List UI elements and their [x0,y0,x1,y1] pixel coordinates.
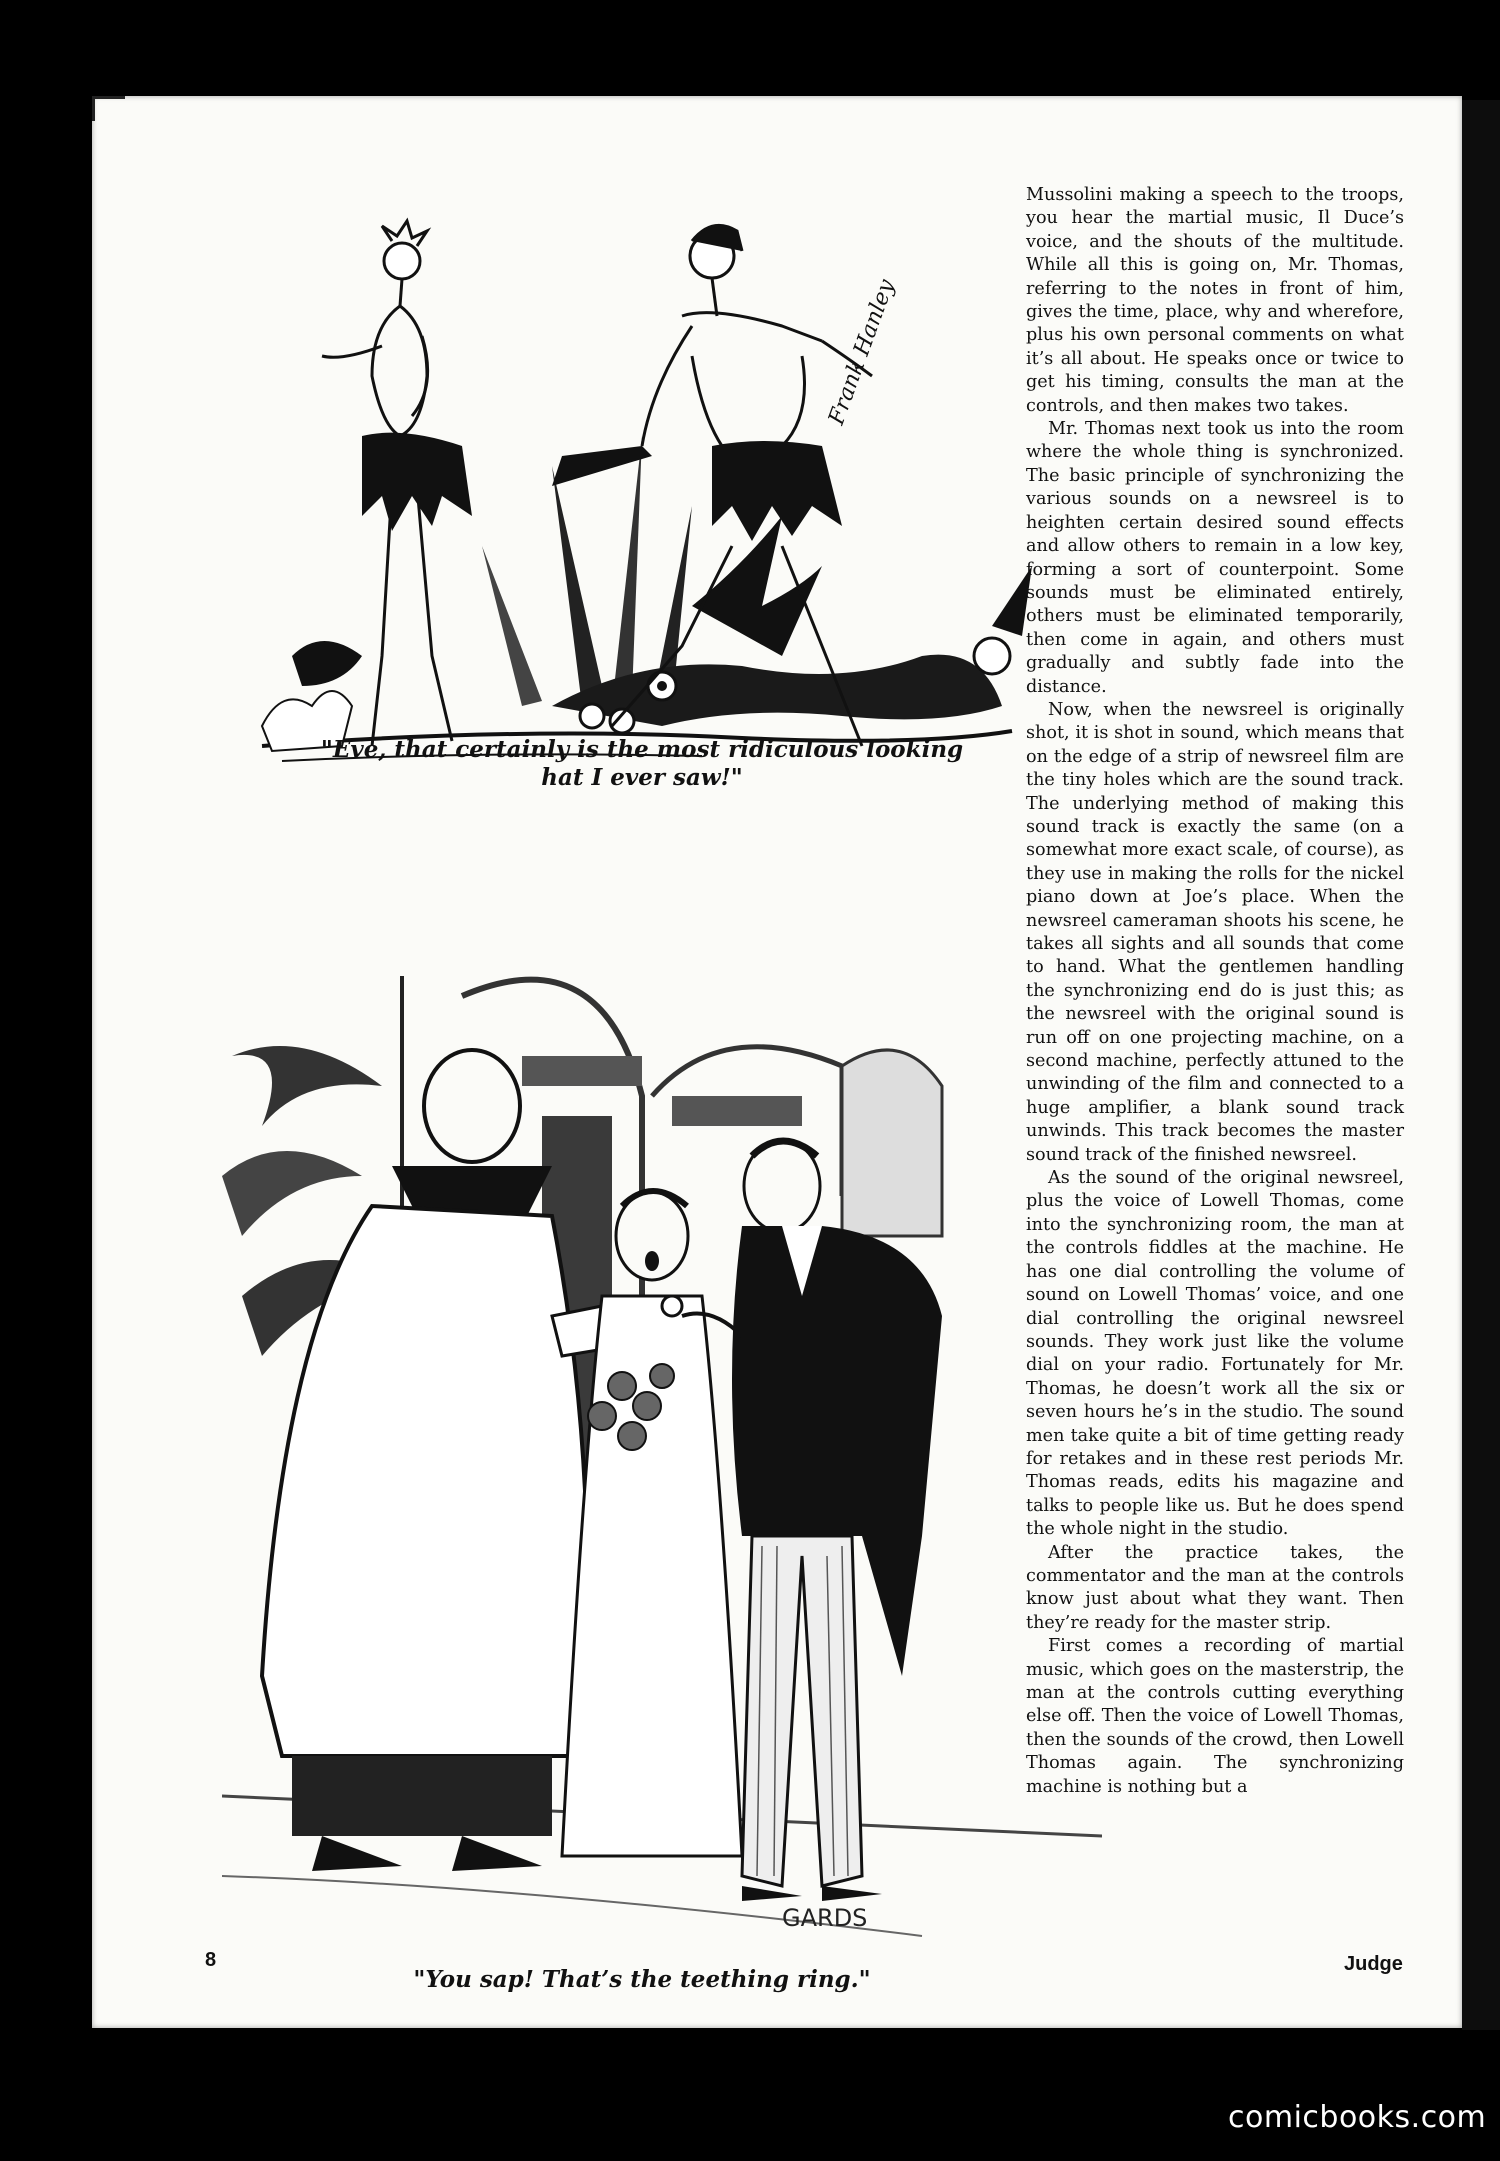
magazine-page [92,96,1462,2028]
article-paragraph: As the sound of the original newsreel, plus the voice of Lowell Thomas, come into the synchronizing room, the man at the controls fiddles at the machine. He has one dial controlling the volume of sound on Lowell Thomas’ voice, and one dial controlling the original newsreel sounds. They work just like the volume dial on your radio. Fortunately for Mr. Thomas, he doesn’t work all the six or seven hours he’s in the studio. The sound men take quite a bit of time getting ready for retakes and in these rest periods Mr. Thomas reads, edits his magazine and talks to people like us. But he does spend the whole night in the studio. [1026,1168,1404,1540]
cartoon-signature-1: Frank Hanley [824,276,900,429]
publication-name: Judge [1344,1953,1403,1975]
article-paragraph: First comes a recording of martial music, which goes on the masterstrip, the man at the controls cutting everything else off. Then the voice of Lowell Thomas, then the sounds of the crowd, then Lowell Thomas again. The synchronizing machine is nothing but a [1026,1636,1404,1797]
scan-corner-mark [92,96,125,121]
article-paragraph: After the practice takes, the commentator and the man at the controls know just about what they want. Then they’re ready for the master strip. [1026,1542,1404,1633]
article-paragraph: Now, when the newsreel is originally shot, it is shot in sound, which means that on the edge of a strip of newsreel film are the tiny holes which are the sound track. The underlying method of making this sound track is exactly the same (on a somewhat more exact scale, of course), as they use in making the rolls for the nickel piano down at Joe’s place. When the newsreel cameraman shoots his scene, he takes all sights and all sounds that come to hand. What the gentlemen handling the synchronizing end do is just this; as the newsreel with the original sound is run off on one projecting machine, on a second machine, perfectly attuned to the unwinding of the film and connected to a huge amplifier, a blank sound track unwinds. This track becomes the master sound track of the finished newsreel. [1026,699,1404,1165]
article-column [1026,184,1404,1799]
cartoon-caption-1 [292,736,992,792]
page-number: 8 [205,1949,217,1971]
article-paragraph: Mr. Thomas next took us into the room where the whole thing is synchronized. The basic principle of synchronizing the various sounds on a newsreel is to heighten certain desired sound effects and allow others to remain in a low key, forming a sort of counterpoint. Some sounds must be eliminated entirely, others must be eliminated temporarily, then come in again, and others must gradually and subtly fade into the distance. [1026,419,1404,697]
cartoon-signature-2: GARDS [782,1904,868,1932]
cartoon-wedding-illustration [222,976,1102,1946]
scan-edge [1462,100,1500,2030]
cartoon-eve-illustration [222,186,1102,816]
caption-1-line-1: "Eve, that certainly is the most ridiculous looking [320,736,964,763]
cartoon-caption-2: "You sap! That’s the teething ring." [413,1966,871,1993]
caption-1-line-2: hat I ever saw!" [541,764,743,791]
article-paragraph: Mussolini making a speech to the troops, you hear the martial music, Il Duce’s voice, and the shouts of the multitude. While all this is going on, Mr. Thomas, referring to the notes in front of him, gives the time, place, why and wherefore, plus his own personal comments on what it’s all about. He speaks once or twice to get his timing, consults the man at the controls, and then makes two takes. [1026,185,1404,416]
site-watermark: comicbooks.com [1228,2100,1487,2135]
